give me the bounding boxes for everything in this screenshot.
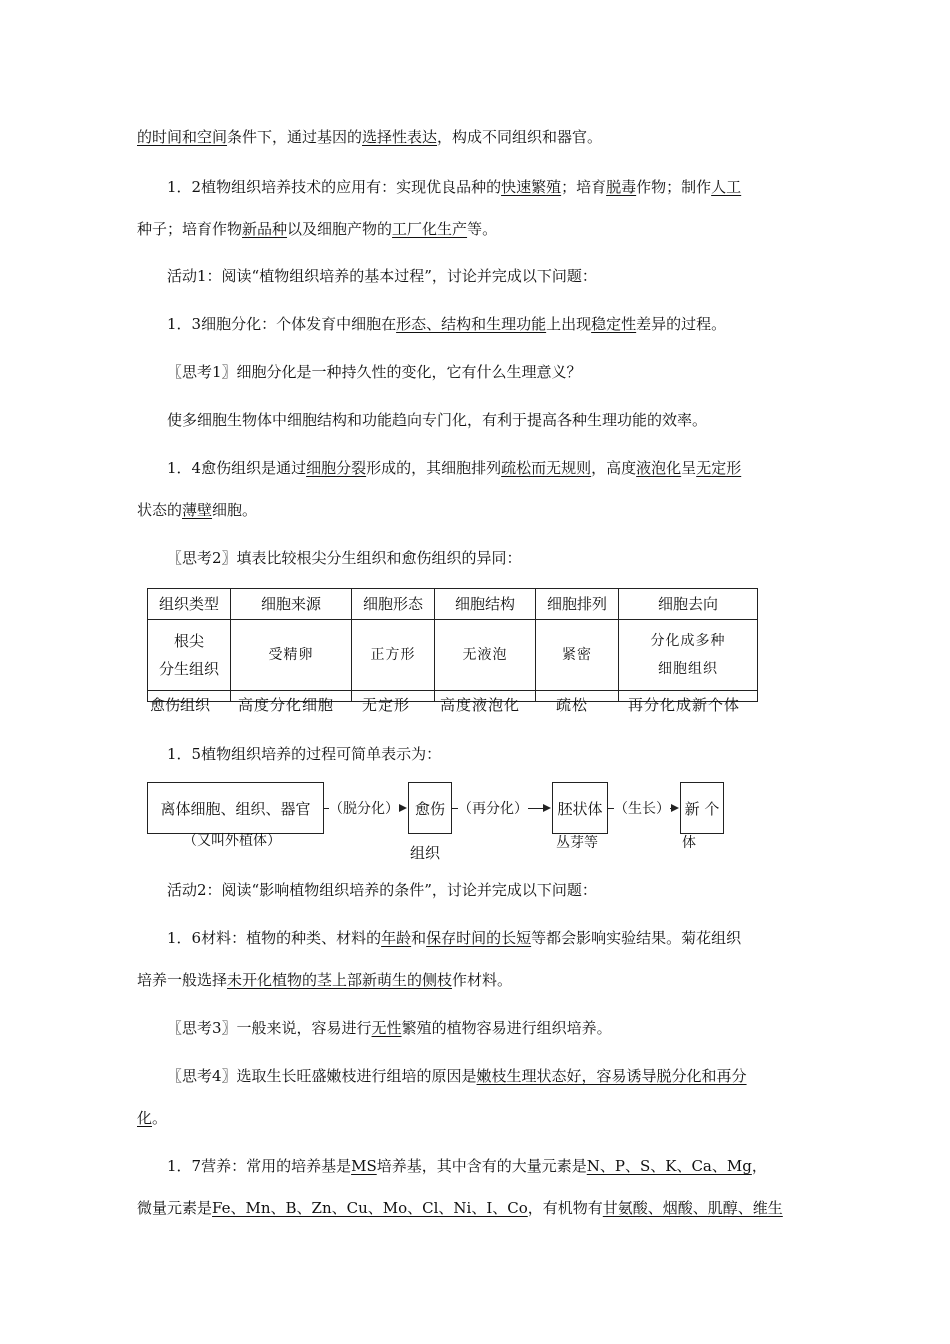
think-4: 〖思考4〗选取生长旺盛嫩枝进行组培的原因是嫩枝生理状态好，容易诱导脱分化和再分 <box>167 1067 747 1085</box>
answer-blank: 稳定性 <box>591 315 637 333</box>
paragraph-1-2: 1．2植物组织培养技术的应用有：实现优良品种的快速繁殖；培育脱毒作物；制作人工 <box>167 178 742 196</box>
answer-blank: 新品种 <box>242 220 288 238</box>
paragraph-1-5: 1．5植物组织培养的过程可简单表示为： <box>167 745 442 763</box>
table-header: 细胞去向 <box>619 589 758 620</box>
answer-blank: 无定形 <box>696 459 742 477</box>
activity-1: 活动1：阅读“植物组织培养的基本过程”，讨论并完成以下问题： <box>167 267 597 285</box>
table-cell: 高度分化细胞 <box>238 696 335 714</box>
table-cell: 再分化成新个体 <box>628 696 741 714</box>
flow-box-callus: 愈伤 <box>408 782 452 834</box>
answer-blank: 保存时间的长短 <box>426 929 532 947</box>
answer-blank: 形态、结构和生理功能 <box>396 315 547 333</box>
table-cell: 紧密 <box>536 620 619 691</box>
paragraph-1-4: 1．4愈伤组织是通过细胞分裂形成的，其细胞排列疏松而无规则，高度液泡化呈无定形 <box>167 459 742 477</box>
table-cell: 分化成多种 细胞组织 <box>619 620 758 691</box>
think-3: 〖思考3〗一般来说，容易进行无性繁殖的植物容易进行组织培养。 <box>167 1019 612 1037</box>
table-cell: 无液泡 <box>435 620 536 691</box>
answer-blank: Fe、Mn、B、Zn、Cu、Mo、Cl、Ni、I、Co <box>212 1199 528 1217</box>
table-cell: 正方形 <box>352 620 435 691</box>
answer-blank: 的时间和空间 <box>137 128 228 146</box>
answer-blank: 薄壁 <box>182 501 213 519</box>
table-header-row <box>148 589 758 620</box>
flow-box-new-individual: 新 个 <box>680 782 724 834</box>
arrow-head-icon <box>671 804 679 812</box>
table-cell: 根尖 分生组织 <box>148 620 231 691</box>
table-cell: 疏松 <box>556 696 589 714</box>
table-header: 组织类型 <box>148 589 231 620</box>
paragraph-1-3: 1．3细胞分化：个体发育中细胞在形态、结构和生理功能上出现稳定性差异的过程。 <box>167 315 727 333</box>
table-header: 细胞结构 <box>435 589 536 620</box>
answer-blank: 脱毒 <box>606 178 637 196</box>
paragraph-1-2-cont: 种子；培育作物新品种以及细胞产物的工厂化生产等。 <box>137 220 498 238</box>
think-4-cont: 化。 <box>137 1109 168 1127</box>
answer-blank: 选择性表达 <box>362 128 438 146</box>
think-2: 〖思考2〗填表比较根尖分生组织和愈伤组织的异同： <box>167 549 522 567</box>
answer-blank: 液泡化 <box>636 459 682 477</box>
answer-blank: 年龄 <box>381 929 412 947</box>
arrow-head-icon <box>543 804 551 812</box>
table-cell: 愈伤组织 <box>150 696 211 714</box>
answer-blank: 未开化植物的茎上部新萌生的侧枝 <box>227 971 453 989</box>
paragraph-1-6: 1．6材料：植物的种类、材料的年龄和保存时间的长短等都会影响实验结果。菊花组织 <box>167 929 742 947</box>
answer-blank: 快速繁殖 <box>501 178 562 196</box>
answer-blank: 人工 <box>711 178 742 196</box>
flow-note-new-individual: 体 <box>682 835 696 851</box>
arrow-head-icon <box>399 804 407 812</box>
answer-blank: 化 <box>137 1109 153 1127</box>
comparison-table <box>147 588 758 702</box>
table-cell: 无定形 <box>362 696 411 714</box>
table-header: 细胞来源 <box>231 589 352 620</box>
activity-2: 活动2：阅读“影响植物组织培养的条件”，讨论并完成以下问题： <box>167 881 597 899</box>
table-header: 细胞形态 <box>352 589 435 620</box>
table-row <box>148 620 758 691</box>
flow-label-redifferentiation: （再分化） <box>458 798 528 818</box>
flow-note-embryoid: 丛芽等 <box>556 835 598 851</box>
flow-note-explant: （又叫外植体） <box>183 833 281 849</box>
paragraph-cell-differentiation-end: 的时间和空间条件下，通过基因的选择性表达，构成不同组织和器官。 <box>137 128 603 146</box>
flow-note-callus: 组织 <box>410 844 441 862</box>
answer-blank: 工厂化生产 <box>392 220 468 238</box>
answer-blank: N、P、S、K、Ca、Mg <box>586 1157 752 1175</box>
think-1-answer: 使多细胞生物体中细胞结构和功能趋向专门化，有利于提高各种生理功能的效率。 <box>167 411 708 429</box>
answer-blank: 细胞分裂 <box>306 459 367 477</box>
answer-blank: 无性 <box>371 1019 402 1037</box>
flow-label-dedifferentiation: （脱分化） <box>329 798 399 818</box>
paragraph-1-4-cont: 状态的薄壁细胞。 <box>137 501 258 519</box>
flow-box-explant: 离体细胞、组织、器官 <box>147 782 324 834</box>
table-cell: 高度液泡化 <box>440 696 521 714</box>
answer-blank: 甘氨酸、烟酸、肌醇、维生 <box>602 1199 783 1217</box>
flow-box-embryoid: 胚状体 <box>552 782 608 834</box>
think-1: 〖思考1〗细胞分化是一种持久性的变化，它有什么生理意义？ <box>167 363 582 381</box>
answer-blank: MS <box>351 1157 377 1175</box>
table-header: 细胞排列 <box>536 589 619 620</box>
table-cell: 受精卵 <box>231 620 352 691</box>
answer-blank: 嫩枝生理状态好，容易诱导脱分化和再分 <box>476 1067 747 1085</box>
paragraph-1-7-cont: 微量元素是Fe、Mn、B、Zn、Cu、Mo、Cl、Ni、I、Co，有机物有甘氨酸、烟酸、肌醇、维生 <box>137 1199 783 1217</box>
flow-label-growth: （生长） <box>614 798 670 818</box>
paragraph-1-7: 1．7营养：常用的培养基是MS培养基，其中含有的大量元素是N、P、S、K、Ca、Mg， <box>167 1157 767 1175</box>
answer-blank: 疏松而无规则 <box>501 459 592 477</box>
paragraph-1-6-cont: 培养一般选择未开化植物的茎上部新萌生的侧枝作材料。 <box>137 971 513 989</box>
